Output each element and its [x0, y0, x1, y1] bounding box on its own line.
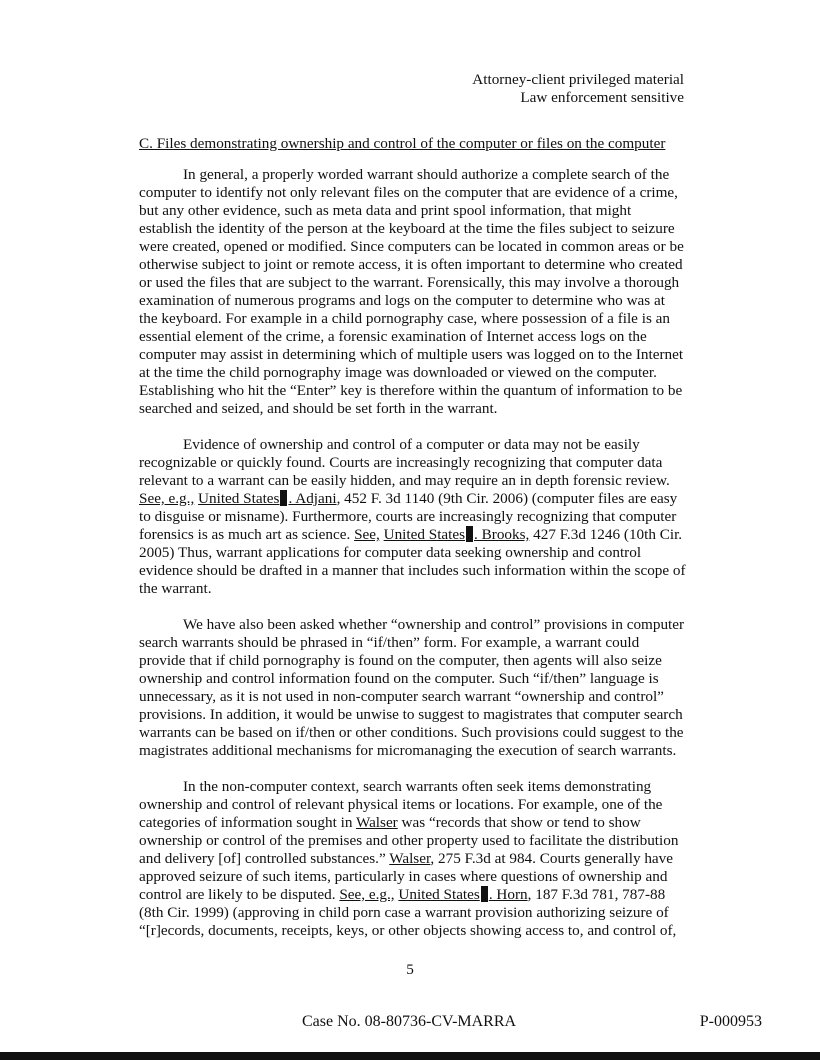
page-number: 5 [406, 961, 414, 978]
redaction-block [280, 490, 287, 506]
case-party: United States [198, 490, 280, 507]
case-party: . Horn [488, 886, 528, 903]
privilege-line-1: Attorney-client privileged material [472, 71, 684, 88]
body-text [139, 166, 687, 958]
case-party: . Brooks, [474, 526, 530, 543]
page-bottom-border [0, 1052, 820, 1060]
redaction-block [466, 526, 473, 542]
citation-signal: See, e.g., [339, 886, 395, 903]
privilege-line-2: Law enforcement sensitive [520, 89, 684, 106]
paragraph-2: Evidence of ownership and control of a computer or data may not be easily recognizable or quickly found. Courts are increasingly recognizing that computer data relevant to a warrant can be easily hidden, and may require an in depth forensic review. See, e.g., United States . Adjani, 452 F. 3d 1140 (9th Cir. 2006) (computer files are easy to disguise or misname). Furthermore, courts are increasingly recognizing that computer forensics is as much art as science. See, United States . Brooks, 427 F.3d 1246 (10th Cir. 2005) Thus, warrant applications for computer data seeking ownership and control evidence should be drafted in a manner that includes such information within the scope of the warrant. [139, 436, 686, 597]
citation-signal: See, [354, 526, 380, 543]
redaction-block [481, 886, 488, 902]
case-party: United States [398, 886, 480, 903]
case-name: Walser [389, 850, 431, 867]
case-party: United States [383, 526, 466, 543]
section-heading: C. Files demonstrating ownership and control of the computer or files on the computer [139, 135, 666, 152]
bates-number: P-000953 [699, 1013, 762, 1030]
privilege-header [472, 71, 684, 107]
paragraph-3: We have also been asked whether “ownership and control” provisions in computer search warrants should be phrased in “if/then” form. For example, a warrant could provide that if child pornography is found on the computer, then agents will also seize ownership and control information found on the computer. Such “if/then” language is unnecessary, as it is not used in non-computer search warrant “ownership and control” provisions. In addition, it would be unwise to suggest to magistrates that computer search warrants can be based on if/then or other conditions. Such provisions could suggest to the magistrates additional mechanisms for micromanaging the execution of search warrants. [139, 616, 685, 759]
case-name: Walser [355, 814, 398, 831]
citation-signal: See, e.g., [139, 490, 195, 507]
paragraph-4: In the non-computer context, search warrants often seek items demonstrating ownership and control of relevant physical items or locations. For example, one of the categories of information sought in Walser was “records that show or tend to show ownership or control of the premises and other property used to facilitate the distribution and delivery [of] controlled substances.” Walser, 275 F.3d at 984. Courts generally have approved seizure of such items, particularly in cases where questions of ownership and control are likely to be disputed. See, e.g., United States . Horn, 187 F.3d 781, 787-88 (8th Cir. 1999) (approving in child porn case a warrant provision authorizing seizure of “[r]ecords, documents, receipts, keys, or other objects showing access to, and control of, [139, 778, 679, 939]
case-number: Case No. 08-80736-CV-MARRA [302, 1013, 517, 1030]
case-party: . Adjani [288, 490, 337, 507]
paragraph-1: In general, a properly worded warrant should authorize a complete search of the computer to identify not only relevant files on the computer that are evidence of a crime, but any other evidence, such as meta data and print spool information, that might establish the identity of the person at the keyboard at the time the files subject to seizure were created, opened or modified. Since computers can be located in common areas or be otherwise subject to joint or remote access, it is often important to determine who created or used the files that are subject to the warrant. Forensically, this may involve a thorough examination of numerous programs and logs on the computer to determine who was at the keyboard. For example in a child pornography case, where possession of a file is an essential element of the crime, a forensic examination of Internet access logs on the computer may assist in determining which of multiple users was logged on to the Internet at the time the child pornography image was downloaded or viewed on the computer. Establishing who hit the “Enter” key is therefore within the quantum of information to be searched and seized, and should be set forth in the warrant. [139, 166, 684, 417]
